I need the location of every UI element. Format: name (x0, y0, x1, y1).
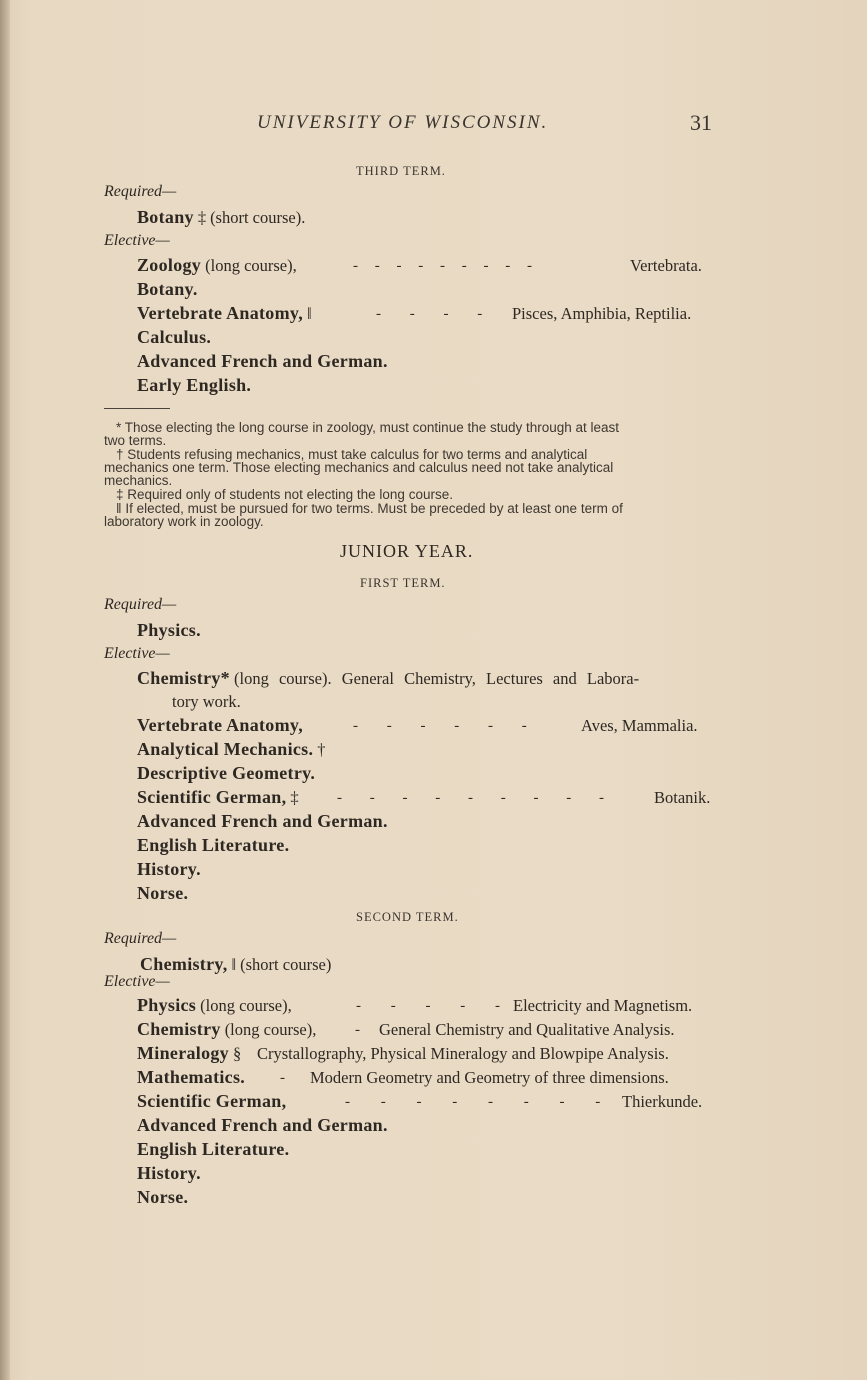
course-name: Mathematics. (137, 1067, 246, 1087)
third-term-required-label: Required— (104, 183, 177, 200)
course-mark: ‖ (231, 955, 237, 974)
course-topic: Modern Geometry and Geometry of three dimensions. (310, 1068, 669, 1087)
second-term-heading: SECOND TERM. (356, 910, 459, 924)
course-name: Botany (137, 207, 194, 227)
course-name: Chemistry* (137, 668, 230, 688)
leader-dashes: - - - - - - - - (345, 1094, 601, 1110)
footnote-line: two terms. (104, 433, 167, 448)
course-name: English Literature. (137, 1139, 290, 1159)
course-topic: Electricity and Magnetism. (513, 996, 693, 1015)
third-term-elective-label: Elective— (104, 232, 170, 249)
footnote-line: † Students refusing mechanics, must take calculus for two terms and analytical (116, 447, 588, 462)
course-name: Norse. (137, 1187, 189, 1207)
course-mark: ‡ (197, 208, 207, 227)
course-topic: Thierkunde. (622, 1092, 703, 1111)
footnote-line: * Those electing the long course in zoology, must continue the study through at least (116, 420, 620, 435)
course-name: Vertebrate Anatomy, (137, 715, 304, 735)
book-spine-shadow (0, 0, 10, 1380)
course-row (137, 668, 639, 689)
course-name: Norse. (137, 883, 189, 903)
course-row (137, 303, 312, 324)
course-detail: (long course), (205, 256, 297, 275)
course-row (137, 1019, 316, 1040)
course-name: Advanced French and German. (137, 351, 388, 371)
footnote-line: ‖ If elected, must be pursued for two terms. Must be preceded by at least one term of (116, 501, 623, 516)
page-number: 31 (690, 110, 712, 135)
course-detail: (long course), (224, 1020, 317, 1039)
course-name: Analytical Mechanics. (137, 739, 314, 759)
course-detail: (long course). General Chemistry, Lectures and Labora- (233, 669, 640, 688)
course-name: Scientific German, (137, 1091, 287, 1111)
running-header: UNIVERSITY OF WISCONSIN. (257, 112, 549, 133)
course-topic: Aves, Mammalia. (581, 716, 698, 735)
leader-dashes: - - - - - - - - - (353, 258, 532, 274)
course-detail-continuation: tory work. (172, 692, 241, 711)
leader-dashes: - - - - - - (353, 718, 527, 734)
leader-dashes: - (280, 1070, 285, 1086)
course-row (137, 787, 299, 808)
first-term-elective-label: Elective— (104, 645, 170, 662)
course-name: Early English. (137, 375, 252, 395)
course-name: Calculus. (137, 327, 212, 347)
third-term-heading: THIRD TERM. (356, 164, 446, 178)
course-row (137, 739, 326, 760)
course-name: Botany. (137, 279, 198, 299)
footnote-line: laboratory work in zoology. (104, 514, 264, 529)
course-topic: Pisces, Amphibia, Reptilia. (512, 304, 692, 323)
course-detail: (long course), (200, 996, 292, 1015)
course-name: Advanced French and German. (137, 811, 388, 831)
course-name: History. (137, 1163, 201, 1183)
first-term-required-label: Required— (104, 596, 177, 613)
footnote-line: mechanics one term. Those electing mechanics and calculus need not take analytical (104, 460, 614, 475)
course-name: Physics (137, 995, 197, 1015)
first-term-heading: FIRST TERM. (360, 576, 446, 590)
course-row (137, 995, 292, 1016)
course-note: (short course). (210, 208, 306, 227)
leader-dashes: - - - - - (356, 998, 500, 1014)
course-name: Vertebrate Anatomy, (137, 303, 304, 323)
course-mark: † (317, 740, 326, 759)
second-term-required-label: Required— (104, 930, 177, 947)
course-topic: General Chemistry and Qualitative Analysis. (379, 1020, 675, 1039)
junior-year-heading: JUNIOR YEAR. (340, 541, 474, 561)
course-name: Physics. (137, 620, 201, 640)
course-name: Zoology (137, 255, 202, 275)
leader-dashes: - (355, 1022, 360, 1038)
leader-dashes: - - - - - - - - - (337, 790, 604, 806)
course-mark: ‖ (307, 304, 312, 323)
course-topic: Vertebrata. (630, 256, 702, 275)
course-name: Chemistry (137, 1019, 221, 1039)
leader-dashes: - - - - (376, 306, 483, 322)
second-term-elective-label: Elective— (104, 973, 170, 990)
course-note: (short course) (240, 955, 332, 974)
course-mark: § (232, 1044, 242, 1063)
course-topic: Botanik. (654, 788, 711, 807)
course-name: English Literature. (137, 835, 290, 855)
course-name: Advanced French and German. (137, 1115, 388, 1135)
course-name: Chemistry, (140, 954, 228, 974)
course-name: Mineralogy (137, 1043, 229, 1063)
course-row (137, 255, 297, 276)
course-row (137, 207, 305, 228)
course-row (140, 954, 331, 975)
course-name: Descriptive Geometry. (137, 763, 316, 783)
footnote-line: mechanics. (104, 473, 173, 488)
course-mark: ‡ (290, 788, 299, 807)
course-name: Scientific German, (137, 787, 287, 807)
course-name: History. (137, 859, 201, 879)
footnote-line: ‡ Required only of students not electing the long course. (116, 487, 453, 502)
course-topic: Crystallography, Physical Mineralogy and Blowpipe Analysis. (257, 1044, 669, 1063)
course-row (137, 1043, 241, 1064)
footnote-rule (104, 408, 170, 409)
